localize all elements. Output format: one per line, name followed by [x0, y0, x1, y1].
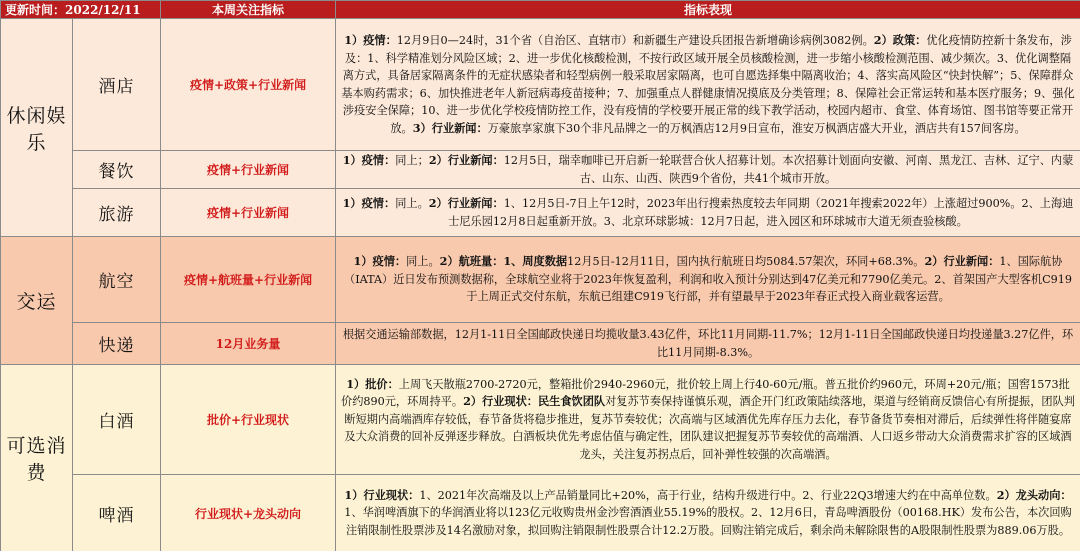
performance-header: 指标表现 [336, 1, 1080, 19]
performance-hotel: 1）疫情：12月9日0—24时，31个省（自治区、直辖市）和新疆生产建设兵团报告新增确诊病例3082例。2）政策：优化疫情防控新十条发布，涉及：1、科学精准划分风险区域；2、进一步优化核酸检测，不按行政区域开展全员核酸检测，进一步缩小核酸检测范围、减少频次。3、优化调整隔离方式，具备居家隔离条件的无症状感染者和轻型病例一般采取居家隔离，也可自愿选择集中隔离收治；4、落实高风险区“快封快解”；5、保障群众基本购药需求；6、加快推进老年人新冠病毒疫苗接种；7、加强重点人群健康情况摸底及分类管理；8、保障社会正常运转和基本医疗服务；9、强化涉疫安全保障；10、进一步优化学校疫情防控工作，没有疫情的学校要开展正常的线下教学活动，校园内超市、食堂、体育场馆、图书馆等要正常开放。3）行业新闻：万豪旅享家旗下30个非凡品牌之一的万枫酒店12月9日宣布，淮安万枫酒店盛大开业，酒店共有157间客房。 [336, 19, 1080, 151]
sector-aviation: 航空 [73, 237, 161, 323]
sector-tourism: 旅游 [73, 189, 161, 237]
performance-express: 根据交通运输部数据，12月1-11日全国邮政快递日均揽收量3.43亿件，环比11月同期-11.7%；12月1-11日全国邮政快递日均投递量3.27亿件，环比11月同期-8.3%。 [336, 323, 1080, 365]
update-time-label: 更新时间： [5, 3, 66, 17]
performance-aviation: 1）疫情：同上。2）航班量：1、周度数据12月5日-12月11日，国内执行航班日均5084.57架次，环同+68.3%。2）行业新闻：1、国际航协（IATA）近日发布预测数据称，全球航空业将于2023年恢复盈利，利润和收入预计分别达到47亿美元和7790亿美元。2、首架国产大型客机C919于上周正式交付东航，东航已组建C919飞行部，并有望最早于2023年春正式投入商业载客运营。 [336, 237, 1080, 323]
indicator-tourism: 疫情+行业新闻 [161, 189, 336, 237]
update-time-date: 2022/12/11 [65, 3, 141, 17]
indicator-baijiu: 批价+行业现状 [161, 365, 336, 475]
table-row [1, 151, 1080, 189]
indicator-catering: 疫情+行业新闻 [161, 151, 336, 189]
table-row [1, 237, 1080, 323]
table-row [1, 323, 1080, 365]
performance-tourism: 1）疫情：同上。2）行业新闻：1、12月5日-7日上午12时，2023年出行搜索热度较去年同期（2021年搜索2022年）上涨超过900%。2、上海迪士尼乐园12月8日起重新开放。3、北京环球影城：12月7日起，进入园区和环球城市大道无须查验核酸。 [336, 189, 1080, 237]
focus-indicator-header: 本周关注指标 [161, 1, 336, 19]
sector-catering: 餐饮 [73, 151, 161, 189]
table-row [1, 365, 1080, 475]
sector-hotel: 酒店 [73, 19, 161, 151]
update-time-header [1, 1, 161, 19]
category-discretionary: 可选消费 [1, 365, 73, 551]
performance-catering: 1）疫情：同上；2）行业新闻：12月5日，瑞幸咖啡已开启新一轮联营合伙人招募计划。本次招募计划面向安徽、河南、黑龙江、吉林、辽宁、内蒙古、山东、山西、陕西9个省份，共41个城市开放。 [336, 151, 1080, 189]
indicator-aviation: 疫情+航班量+行业新闻 [161, 237, 336, 323]
indicator-beer: 行业现状+龙头动向 [161, 475, 336, 551]
table-row [1, 475, 1080, 551]
sector-beer: 啤酒 [73, 475, 161, 551]
performance-beer: 1）行业现状：1、2021年次高端及以上产品销量同比+20%，高于行业，结构升级进行中。2、行业22Q3增速大约在中高单位数。2）龙头动向：1、华润啤酒旗下的华润酒业将以123亿元收购贵州金沙窖酒酒业55.19%的股权。2、12月6日，青岛啤酒股份（00168.HK）发布公告，本次回购注销限制性股票涉及14名激励对象，拟回购注销限制性股票合计12.2万股。回购注销完成后，剩余尚未解除限售的A股限制性股票为889.06万股。 [336, 475, 1080, 551]
table-row [1, 19, 1080, 151]
sector-baijiu: 白酒 [73, 365, 161, 475]
table-row [1, 189, 1080, 237]
indicator-express: 12月业务量 [161, 323, 336, 365]
indicator-hotel: 疫情+政策+行业新闻 [161, 19, 336, 151]
category-leisure: 休闲娱乐 [1, 19, 73, 237]
performance-baijiu: 1）批价：上周飞天散瓶2700-2720元，整箱批价2940-2960元，批价较上周上行40-60元/瓶。普五批价约960元，环周+20元/瓶；国窖1573批价约890元，环周持平。2）行业现状：民生食饮团队对复苏节奏保持谨慎乐观，酒企开门红政策陆续落地，渠道与经销商反馈信心有所提振，团队判断短期内高端酒库存较低，春节备货将稳步推进，复苏节奏较优；次高端与区域酒优先库存压力去化，春节备货节奏相对滞后，后续弹性将伴随宴席及大众消费的回补反弹逐步释放。白酒板块优先考虑估值与确定性，团队建议把握复苏节奏较优的高端酒、人口返乡带动大众消费需求扩容的区域酒龙头，关注复苏拐点后，回补弹性较强的次高端酒。 [336, 365, 1080, 475]
category-transport: 交运 [1, 237, 73, 365]
sector-express: 快递 [73, 323, 161, 365]
header-row [1, 1, 1080, 19]
